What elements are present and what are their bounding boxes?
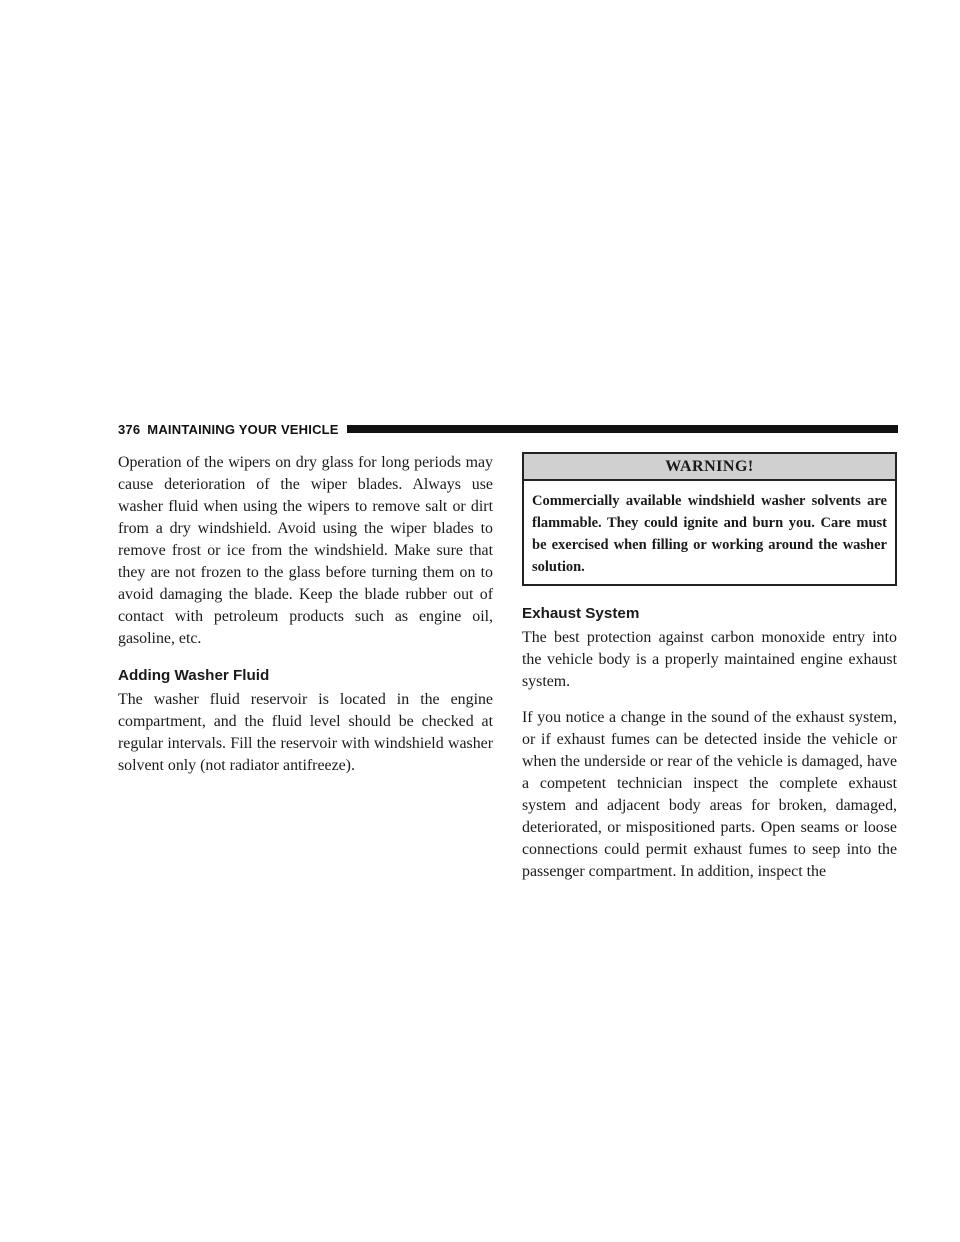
left-column [118,452,493,791]
right-column [522,452,897,897]
warning-text: Commercially available windshield washer solvents are flammable. They could ignite and burn you. Care must be exercised when filling or working around the washer solution. [532,493,887,575]
washer-fluid-paragraph: The washer fluid reservoir is located in the engine compartment, and the fluid level should be checked at regular intervals. Fill the reservoir with windshield washer solvent only (not radiator antifreeze). [118,691,493,774]
warning-box [522,452,897,586]
warning-title: WARNING! [524,454,895,481]
exhaust-system-heading: Exhaust System [522,605,640,622]
adding-washer-fluid-heading: Adding Washer Fluid [118,667,270,684]
exhaust-paragraph-2: If you notice a change in the sound of the exhaust system, or if exhaust fumes can be detected inside the vehicle or when the underside or rear of the vehicle is damaged, have a competent technician inspect the complete exhaust system and adjacent body areas for broken, damaged, deteriorated, or mispositioned parts. Open seams or loose connections could permit exhaust fumes to seep into the passenger compartment. In addition, inspect the [522,709,897,880]
exhaust-paragraph-1: The best protection against carbon monoxide entry into the vehicle body is a properly maintained engine exhaust system. [522,629,897,690]
section-title: MAINTAINING YOUR VEHICLE [147,421,339,437]
page-number: 376 [118,421,141,437]
page-header [118,420,898,438]
header-rule [347,425,898,433]
wiper-care-paragraph: Operation of the wipers on dry glass for long periods may cause deterioration of the wiper blades. Always use washer fluid when using the wipers to remove salt or dirt from a dry windshield. Avoid using the wiper blades to remove frost or ice from the windshield. Make sure that they are not frozen to the glass before turning them on to avoid damaging the blade. Keep the blade rubber out of contact with petroleum products such as engine oil, gasoline, etc. [118,454,493,647]
